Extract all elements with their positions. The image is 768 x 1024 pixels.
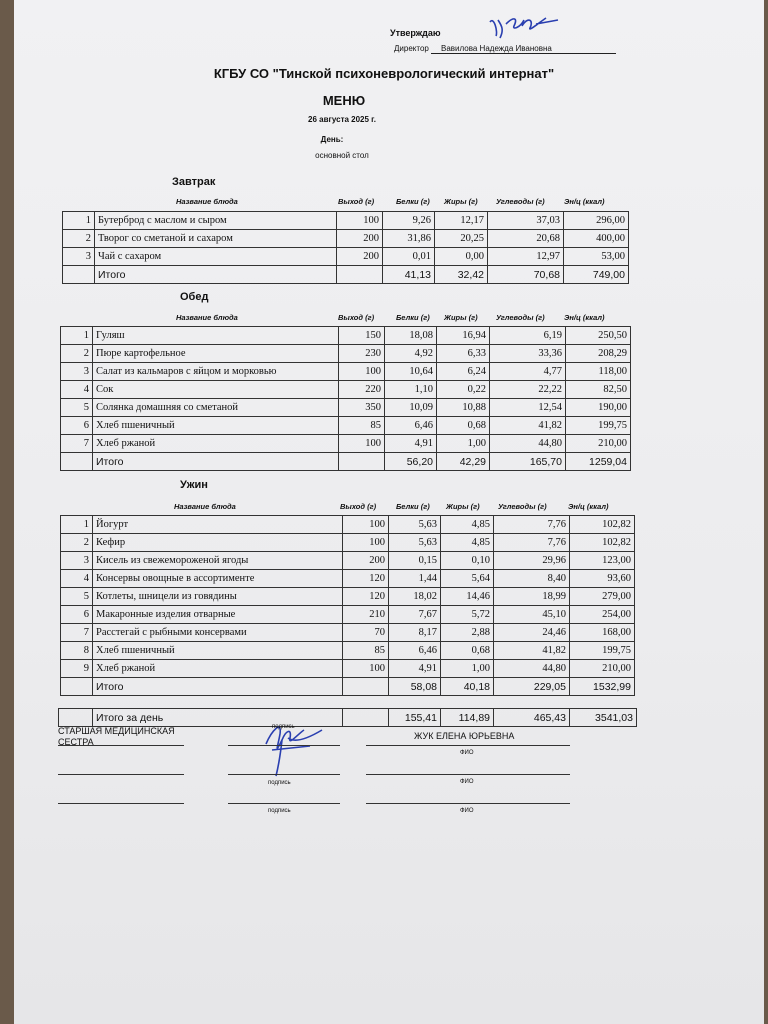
dish-carbs: 29,96 (494, 552, 570, 570)
dish-name: Котлеты, шницели из говядины (93, 588, 343, 606)
dish-carbs: 8,40 (494, 570, 570, 588)
row-index: 9 (61, 660, 93, 678)
dish-fat: 1,00 (441, 660, 494, 678)
total-protein: 41,13 (383, 266, 435, 284)
dish-fat: 16,94 (437, 327, 490, 345)
menu-sheet (14, 0, 764, 1024)
dish-fat: 2,88 (441, 624, 494, 642)
dish-name: Бутерброд с маслом и сыром (95, 212, 337, 230)
dish-carbs: 44,80 (490, 435, 566, 453)
sign-caption: подпись (268, 808, 291, 814)
signer-name: ЖУК ЕЛЕНА ЮРЬЕВНА (414, 731, 515, 741)
total-energy: 749,00 (564, 266, 629, 284)
dish-energy: 102,82 (570, 516, 635, 534)
dish-fat: 4,85 (441, 516, 494, 534)
dish-protein: 5,63 (389, 534, 441, 552)
dish-fat: 6,24 (437, 363, 490, 381)
dish-output: 150 (339, 327, 385, 345)
row-index: 1 (61, 516, 93, 534)
dish-output: 200 (337, 248, 383, 266)
dish-energy: 279,00 (570, 588, 635, 606)
dish-protein: 6,46 (389, 642, 441, 660)
dish-output: 100 (343, 660, 389, 678)
dish-carbs: 4,77 (490, 363, 566, 381)
dish-carbs: 41,82 (494, 642, 570, 660)
organization-name: КГБУ СО "Тинской психоневрологический интернат" (213, 66, 555, 81)
dish-output: 120 (343, 588, 389, 606)
table-row (61, 552, 635, 570)
dish-output: 100 (339, 363, 385, 381)
lunch-column-headers (14, 313, 754, 325)
total-output (337, 266, 383, 284)
row-index: 2 (61, 534, 93, 552)
dish-protein: 18,02 (389, 588, 441, 606)
signature-line (58, 774, 184, 775)
table-row (61, 327, 631, 345)
dish-energy: 210,00 (566, 435, 631, 453)
row-index: 6 (61, 417, 93, 435)
table-row (61, 516, 635, 534)
total-label: Итого (95, 266, 337, 284)
dish-output: 100 (339, 435, 385, 453)
dish-carbs: 22,22 (490, 381, 566, 399)
dish-carbs: 44,80 (494, 660, 570, 678)
col-fat-header: Жиры (г) (444, 313, 478, 322)
dish-fat: 0,10 (441, 552, 494, 570)
col-output-header: Выход (г) (338, 197, 375, 206)
dish-protein: 7,67 (389, 606, 441, 624)
fio-caption: ФИО (460, 808, 474, 814)
total-index (61, 678, 93, 696)
dish-name: Чай с сахаром (95, 248, 337, 266)
dish-carbs: 20,68 (488, 230, 564, 248)
dish-protein: 4,91 (389, 660, 441, 678)
dish-energy: 254,00 (570, 606, 635, 624)
breakfast-column-headers (14, 197, 754, 209)
table-row (63, 248, 629, 266)
signature-line (366, 803, 570, 804)
page-title: МЕНЮ (322, 93, 366, 108)
day-total-carbs: 465,43 (494, 709, 570, 727)
dish-output: 230 (339, 345, 385, 363)
row-index: 2 (63, 230, 95, 248)
table-row (61, 534, 635, 552)
day-total-row (59, 709, 637, 727)
dish-fat: 10,88 (437, 399, 490, 417)
dish-name: Хлеб пшеничный (93, 642, 343, 660)
dish-protein: 0,01 (383, 248, 435, 266)
signature-line (228, 774, 340, 775)
dish-output: 200 (337, 230, 383, 248)
table-row (61, 399, 631, 417)
dish-name: Хлеб ржаной (93, 435, 339, 453)
total-protein: 58,08 (389, 678, 441, 696)
breakfast-table (62, 211, 629, 284)
lunch-table (60, 326, 631, 471)
col-protein-header: Белки (г) (396, 313, 430, 322)
fio-caption: ФИО (460, 779, 474, 785)
col-protein-header: Белки (г) (396, 502, 430, 511)
col-fat-header: Жиры (г) (446, 502, 480, 511)
director-name: Вавилова Надежда Ивановна (431, 44, 616, 54)
dish-carbs: 7,76 (494, 516, 570, 534)
dish-protein: 0,15 (389, 552, 441, 570)
signer-role: СТАРШАЯ МЕДИЦИНСКАЯ СЕСТРА (58, 726, 175, 747)
dish-output: 100 (343, 534, 389, 552)
dish-fat: 4,85 (441, 534, 494, 552)
dish-fat: 0,00 (435, 248, 488, 266)
dish-output: 350 (339, 399, 385, 417)
signature-line (228, 745, 340, 746)
table-row (61, 660, 635, 678)
dish-output: 200 (343, 552, 389, 570)
table-type: основной стол (315, 151, 369, 160)
col-output-header: Выход (г) (338, 313, 375, 322)
dish-carbs: 6,19 (490, 327, 566, 345)
total-energy: 1532,99 (570, 678, 635, 696)
dish-output: 100 (343, 516, 389, 534)
approve-label: Утверждаю (390, 28, 441, 38)
dish-output: 100 (337, 212, 383, 230)
table-row (61, 345, 631, 363)
dish-carbs: 12,97 (488, 248, 564, 266)
signature-line (366, 745, 570, 746)
row-index: 3 (61, 363, 93, 381)
total-index (61, 453, 93, 471)
dish-fat: 14,46 (441, 588, 494, 606)
dish-carbs: 41,82 (490, 417, 566, 435)
row-index: 4 (61, 381, 93, 399)
row-index: 5 (61, 399, 93, 417)
dish-carbs: 18,99 (494, 588, 570, 606)
nurse-signature-icon (252, 700, 332, 780)
menu-date: 26 августа 2025 г. (308, 115, 376, 124)
table-row (61, 642, 635, 660)
dish-name: Хлеб пшеничный (93, 417, 339, 435)
dish-protein: 8,17 (389, 624, 441, 642)
row-index: 6 (61, 606, 93, 624)
dish-name: Кисель из свежемороженой ягоды (93, 552, 343, 570)
total-row (61, 678, 635, 696)
table-row (61, 381, 631, 399)
row-index: 5 (61, 588, 93, 606)
dish-carbs: 12,54 (490, 399, 566, 417)
signature-line (58, 803, 184, 804)
dish-energy: 118,00 (566, 363, 631, 381)
total-protein: 56,20 (385, 453, 437, 471)
total-fat: 40,18 (441, 678, 494, 696)
dish-name: Хлеб ржаной (93, 660, 343, 678)
dish-name: Пюре картофельное (93, 345, 339, 363)
dinner-column-headers (14, 502, 754, 514)
table-row (61, 588, 635, 606)
col-protein-header: Белки (г) (396, 197, 430, 206)
dish-energy: 102,82 (570, 534, 635, 552)
director-signature-icon (484, 12, 564, 42)
total-energy: 1259,04 (566, 453, 631, 471)
total-fat: 32,42 (435, 266, 488, 284)
col-carbs-header: Углеводы (г) (496, 313, 545, 322)
row-index: 1 (63, 212, 95, 230)
col-name-header: Название блюда (176, 313, 238, 322)
dish-protein: 31,86 (383, 230, 435, 248)
table-row (61, 624, 635, 642)
dish-energy: 208,29 (566, 345, 631, 363)
row-index: 2 (61, 345, 93, 363)
dish-fat: 12,17 (435, 212, 488, 230)
total-carbs: 165,70 (490, 453, 566, 471)
dish-energy: 82,50 (566, 381, 631, 399)
dish-energy: 93,60 (570, 570, 635, 588)
dish-carbs: 37,03 (488, 212, 564, 230)
total-label: Итого (93, 678, 343, 696)
row-index: 3 (63, 248, 95, 266)
total-carbs: 229,05 (494, 678, 570, 696)
row-index: 7 (61, 435, 93, 453)
row-index: 4 (61, 570, 93, 588)
table-row (61, 363, 631, 381)
dish-output: 120 (343, 570, 389, 588)
dinner-table (60, 515, 635, 696)
dish-name: Солянка домашняя со сметаной (93, 399, 339, 417)
dish-energy: 296,00 (564, 212, 629, 230)
dish-protein: 6,46 (385, 417, 437, 435)
dish-fat: 0,22 (437, 381, 490, 399)
dish-protein: 1,10 (385, 381, 437, 399)
sign-caption: подпись (268, 780, 291, 786)
dish-fat: 6,33 (437, 345, 490, 363)
dish-name: Гуляш (93, 327, 339, 345)
total-row (63, 266, 629, 284)
dish-name: Салат из кальмаров с яйцом и морковью (93, 363, 339, 381)
dish-name: Макаронные изделия отварные (93, 606, 343, 624)
dish-name: Консервы овощные в ассортименте (93, 570, 343, 588)
dish-protein: 10,09 (385, 399, 437, 417)
dish-carbs: 7,76 (494, 534, 570, 552)
dish-protein: 10,64 (385, 363, 437, 381)
dish-carbs: 45,10 (494, 606, 570, 624)
day-label: День: (320, 135, 344, 144)
signature-line (228, 803, 340, 804)
row-index: 1 (61, 327, 93, 345)
total-index (63, 266, 95, 284)
col-carbs-header: Углеводы (г) (496, 197, 545, 206)
table-row (61, 435, 631, 453)
dish-protein: 18,08 (385, 327, 437, 345)
dish-name: Кефир (93, 534, 343, 552)
dish-energy: 250,50 (566, 327, 631, 345)
signature-line (58, 745, 184, 746)
dish-energy: 400,00 (564, 230, 629, 248)
dish-energy: 123,00 (570, 552, 635, 570)
row-index: 7 (61, 624, 93, 642)
col-fat-header: Жиры (г) (444, 197, 478, 206)
dish-protein: 5,63 (389, 516, 441, 534)
dish-output: 70 (343, 624, 389, 642)
day-total-protein: 155,41 (389, 709, 441, 727)
dish-name: Йогурт (93, 516, 343, 534)
dish-fat: 5,64 (441, 570, 494, 588)
table-row (61, 570, 635, 588)
col-energy-header: Эн/ц (ккал) (564, 197, 605, 206)
dinner-title: Ужин (180, 479, 208, 491)
sign-caption: подпись (272, 724, 295, 730)
col-name-header: Название блюда (174, 502, 236, 511)
dish-energy: 210,00 (570, 660, 635, 678)
day-total-fat: 114,89 (441, 709, 494, 727)
dish-name: Сок (93, 381, 339, 399)
row-index: 8 (61, 642, 93, 660)
dish-output: 220 (339, 381, 385, 399)
table-row (63, 230, 629, 248)
day-total-table (58, 708, 637, 727)
dish-protein: 4,92 (385, 345, 437, 363)
total-label: Итого (93, 453, 339, 471)
dish-carbs: 24,46 (494, 624, 570, 642)
dish-fat: 5,72 (441, 606, 494, 624)
day-total-output (343, 709, 389, 727)
table-row (61, 606, 635, 624)
dish-energy: 199,75 (566, 417, 631, 435)
dish-fat: 0,68 (441, 642, 494, 660)
dish-output: 85 (339, 417, 385, 435)
table-row (61, 417, 631, 435)
dish-energy: 199,75 (570, 642, 635, 660)
col-energy-header: Эн/ц (ккал) (564, 313, 605, 322)
dish-energy: 190,00 (566, 399, 631, 417)
lunch-title: Обед (180, 291, 209, 303)
col-carbs-header: Углеводы (г) (498, 502, 547, 511)
dish-energy: 53,00 (564, 248, 629, 266)
dish-protein: 1,44 (389, 570, 441, 588)
dish-protein: 9,26 (383, 212, 435, 230)
dish-carbs: 33,36 (490, 345, 566, 363)
row-index: 3 (61, 552, 93, 570)
day-total-index (59, 709, 93, 727)
dish-output: 210 (343, 606, 389, 624)
dish-protein: 4,91 (385, 435, 437, 453)
dish-fat: 0,68 (437, 417, 490, 435)
day-total-energy: 3541,03 (570, 709, 637, 727)
director-label: Директор (394, 44, 429, 53)
signature-line (366, 774, 570, 775)
dish-fat: 1,00 (437, 435, 490, 453)
col-output-header: Выход (г) (340, 502, 377, 511)
dish-output: 85 (343, 642, 389, 660)
fio-caption: ФИО (460, 750, 474, 756)
total-carbs: 70,68 (488, 266, 564, 284)
total-output (343, 678, 389, 696)
table-row (63, 212, 629, 230)
col-name-header: Название блюда (176, 197, 238, 206)
dish-name: Расстегай с рыбными консервами (93, 624, 343, 642)
dish-name: Творог со сметаной и сахаром (95, 230, 337, 248)
dish-energy: 168,00 (570, 624, 635, 642)
dish-fat: 20,25 (435, 230, 488, 248)
total-output (339, 453, 385, 471)
total-fat: 42,29 (437, 453, 490, 471)
col-energy-header: Эн/ц (ккал) (568, 502, 609, 511)
total-row (61, 453, 631, 471)
day-total-label: Итого за день (93, 709, 343, 727)
breakfast-title: Завтрак (172, 176, 216, 188)
